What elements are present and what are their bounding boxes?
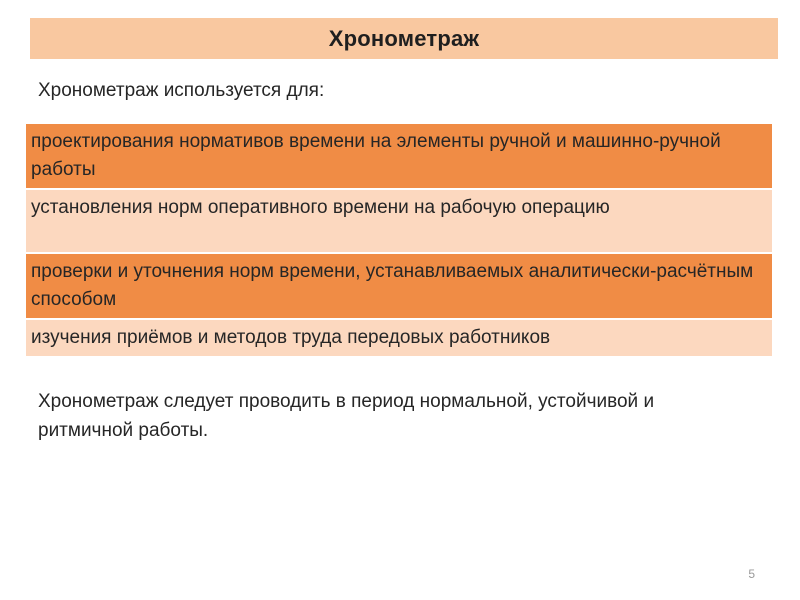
list-item: установления норм оперативного времени на рабочую операцию — [26, 190, 772, 254]
list-item: изучения приёмов и методов труда передовых работников — [26, 320, 772, 358]
title-bar — [30, 18, 778, 59]
intro-text: Хронометраж используется для: — [38, 80, 325, 101]
page-number: 5 — [748, 567, 755, 581]
list-item: проектирования нормативов времени на элементы ручной и машинно-ручной работы — [26, 124, 772, 190]
note-text: Хронометраж следует проводить в период нормальной, устойчивой и ритмичной работы. — [38, 391, 655, 441]
list-item: проверки и уточнения норм времени, устанавливаемых аналитически-расчётным способом — [26, 254, 772, 320]
slide-title: Хронометраж — [328, 25, 480, 51]
usage-list — [26, 124, 772, 358]
